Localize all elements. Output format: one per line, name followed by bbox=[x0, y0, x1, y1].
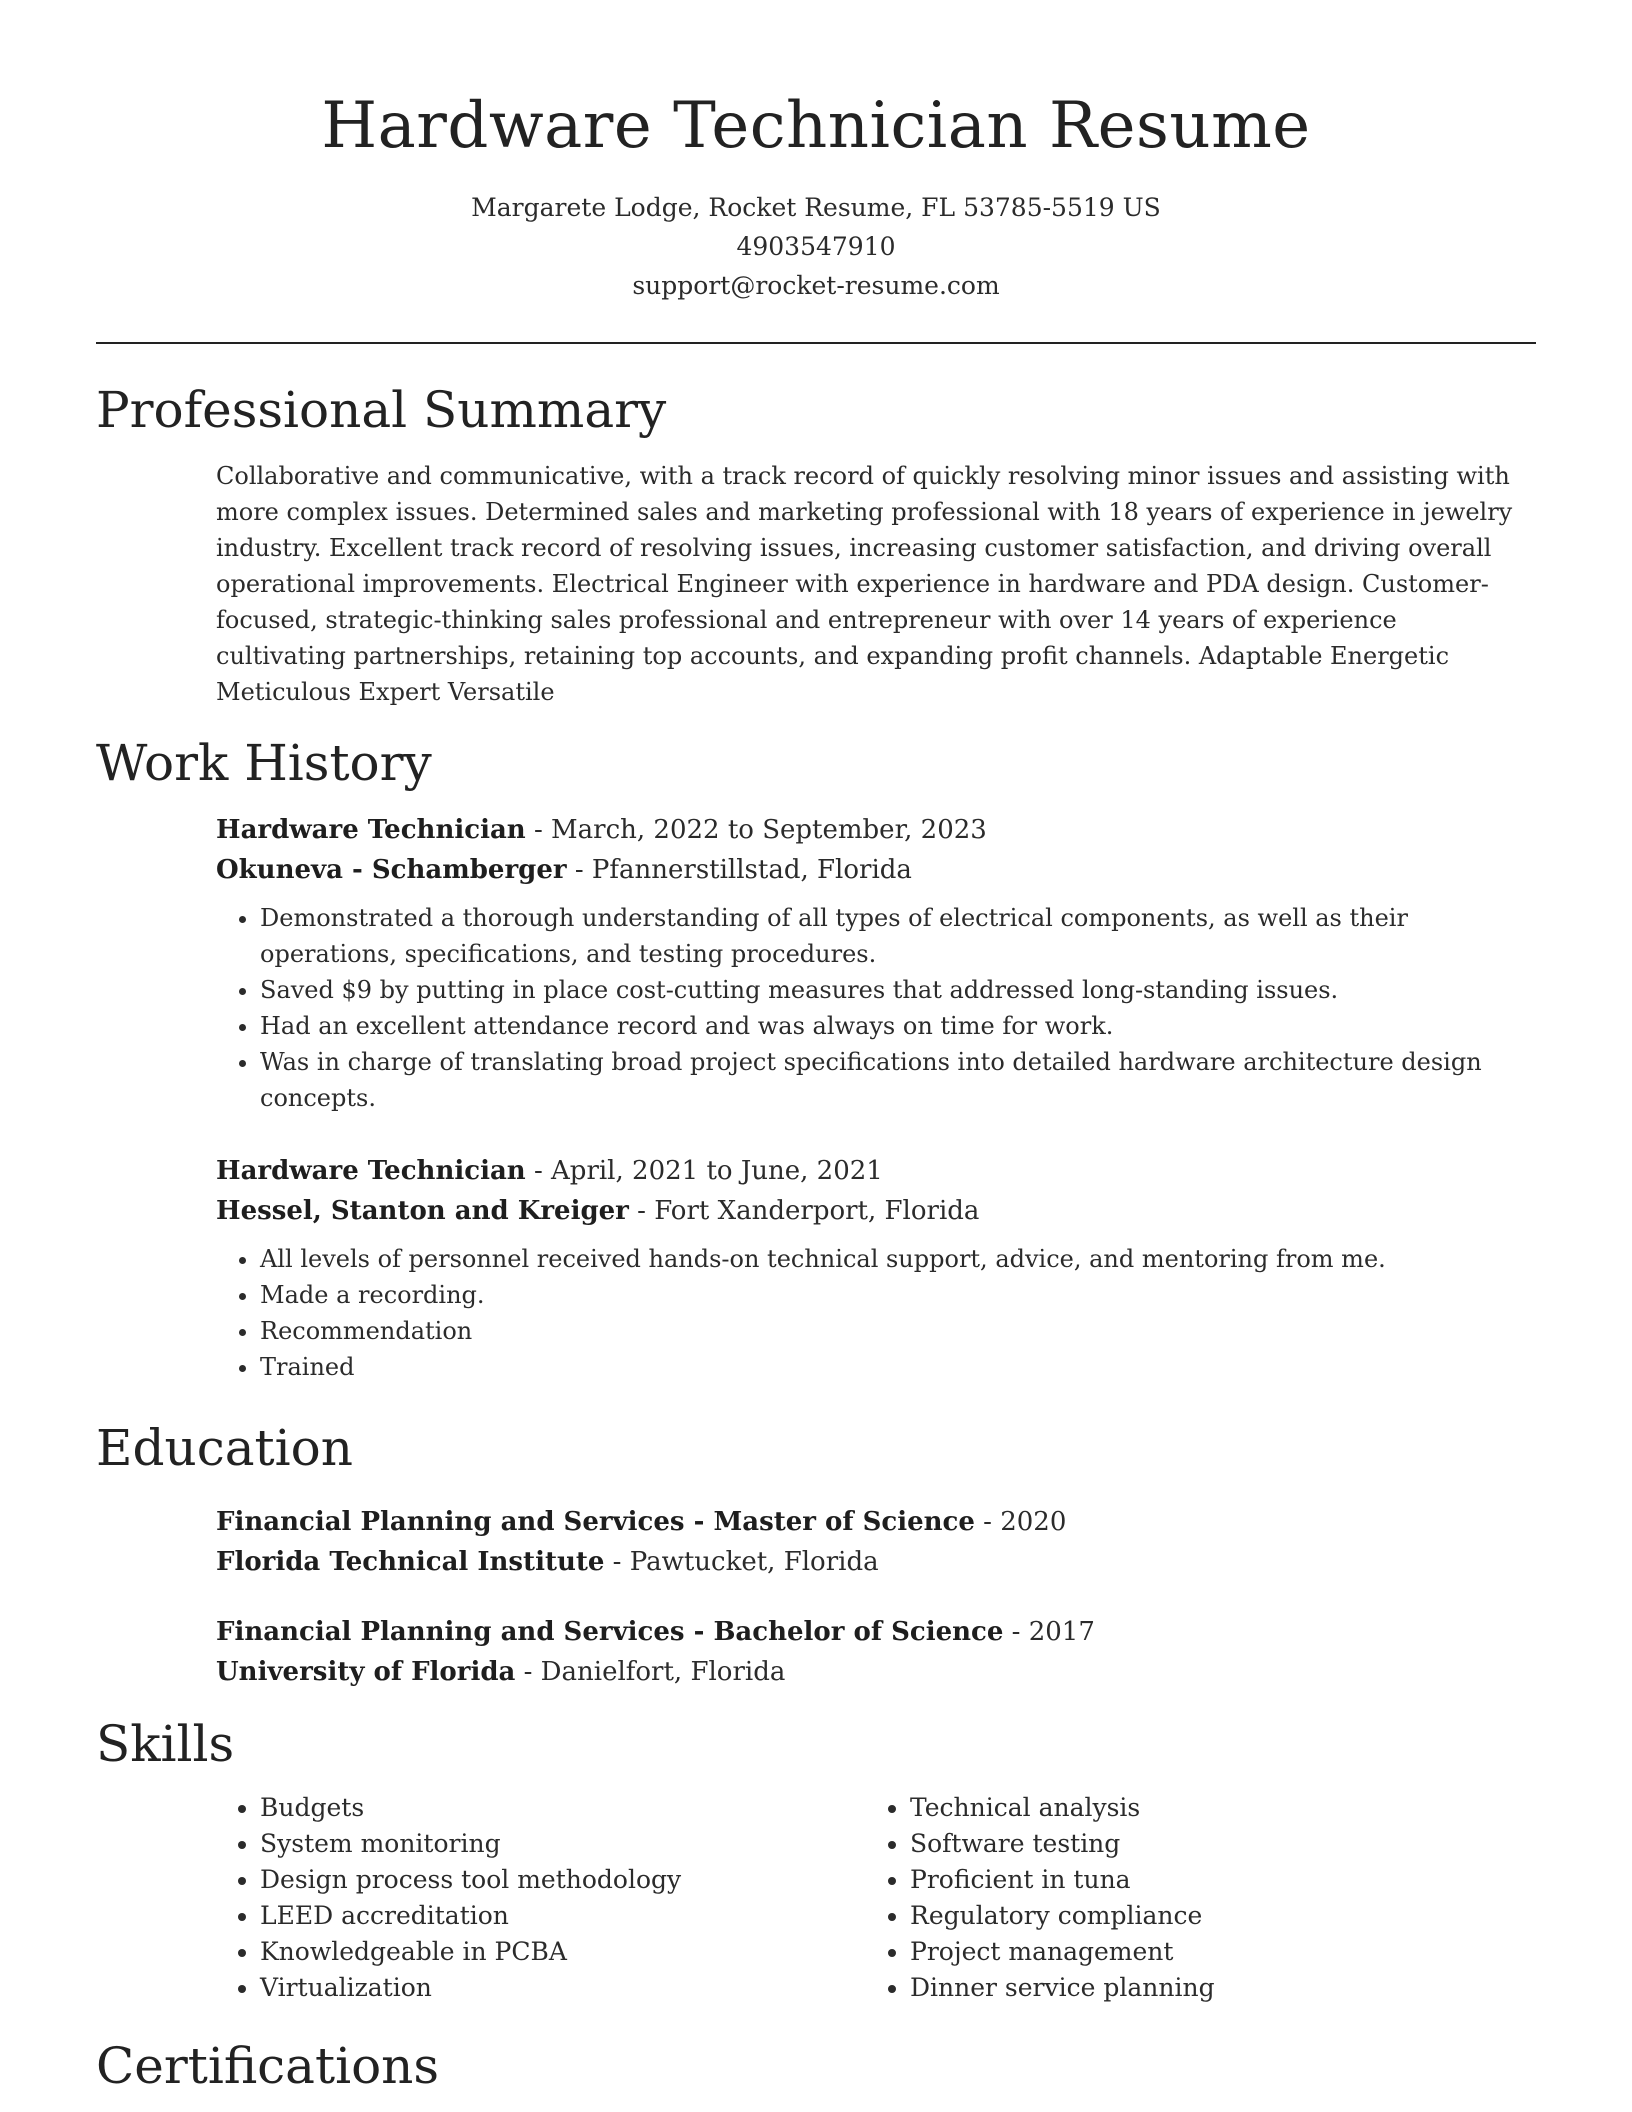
work-entry bbox=[216, 1151, 1516, 1385]
contact-phone: 4903547910 bbox=[736, 232, 896, 261]
section-title-education: Education bbox=[96, 1419, 353, 1477]
education-entry bbox=[216, 1502, 1516, 1582]
work-bullets bbox=[216, 1241, 1516, 1385]
section-title-work: Work History bbox=[96, 734, 432, 792]
skill-item: • Project management bbox=[910, 1934, 1516, 1970]
list-item: • Had an excellent attendance record and was always on time for work. bbox=[260, 1008, 1516, 1044]
contact-block bbox=[0, 188, 1632, 305]
company-location: - Pfannerstillstad, Florida bbox=[566, 855, 912, 885]
summary-text: Collaborative and communicative, with a track record of quickly resolving minor issues and assisting with more complex issues. Determined sales and marketing professional with 18 years of experience in jewelry industry. Excellent track record of resolving issues, increasing customer satisfaction, and driving overall operational improvements. Electrical Engineer with experience in hardware and PDA design. Customer-focused, strategic-thinking sales professional and entrepreneur with over 14 years of experience cultivating partnerships, retaining top accounts, and expanding profit channels. Adaptable Energetic Meticulous Expert Versatile bbox=[216, 462, 1513, 706]
skill-item: • Budgets bbox=[260, 1790, 866, 1826]
resume-title: Hardware Technician Resume bbox=[321, 89, 1311, 163]
skills-column-right bbox=[866, 1790, 1516, 2006]
skill-item: • Regulatory compliance bbox=[910, 1898, 1516, 1934]
work-entry-heading bbox=[216, 810, 1516, 850]
job-dates: - March, 2022 to September, 2023 bbox=[525, 815, 987, 845]
work-entry-company bbox=[216, 1191, 1516, 1231]
education-entry bbox=[216, 1612, 1516, 1692]
education-year: - 2020 bbox=[974, 1507, 1067, 1537]
skills-list bbox=[216, 1790, 1536, 2006]
resume-header bbox=[0, 86, 1632, 305]
header-divider bbox=[96, 342, 1536, 344]
skill-item: • Design process tool methodology bbox=[260, 1862, 866, 1898]
skill-item: • Software testing bbox=[910, 1826, 1516, 1862]
section-title-skills: Skills bbox=[96, 1715, 235, 1773]
school-location: - Pawtucket, Florida bbox=[604, 1547, 879, 1577]
skill-item: • LEED accreditation bbox=[260, 1898, 866, 1934]
list-item: • Made a recording. bbox=[260, 1277, 1516, 1313]
job-dates: - April, 2021 to June, 2021 bbox=[525, 1156, 883, 1186]
section-title-summary: Professional Summary bbox=[96, 381, 667, 439]
skills-column-left bbox=[216, 1790, 866, 2006]
company-location: - Fort Xanderport, Florida bbox=[628, 1196, 980, 1226]
education-year: - 2017 bbox=[1003, 1617, 1095, 1647]
education-heading bbox=[216, 1612, 1516, 1652]
work-bullets bbox=[216, 900, 1516, 1116]
education-degree: - Master of Science bbox=[684, 1507, 975, 1537]
education-degree: - Bachelor of Science bbox=[684, 1617, 1004, 1647]
education-school-line bbox=[216, 1542, 1516, 1582]
skill-item: • System monitoring bbox=[260, 1826, 866, 1862]
list-item: • Recommendation bbox=[260, 1313, 1516, 1349]
job-role: Hardware Technician bbox=[216, 1156, 526, 1186]
contact-address: Margarete Lodge, Rocket Resume, FL 53785-5519 US bbox=[471, 193, 1161, 222]
education-field: Financial Planning and Services bbox=[216, 1507, 685, 1537]
skill-item: • Technical analysis bbox=[910, 1790, 1516, 1826]
contact-email: support@rocket-resume.com bbox=[632, 271, 1000, 300]
work-entry-company bbox=[216, 850, 1516, 890]
school-name: University of Florida bbox=[216, 1657, 516, 1687]
list-item: • Trained bbox=[260, 1349, 1516, 1385]
work-entry bbox=[216, 810, 1516, 1116]
job-role: Hardware Technician bbox=[216, 815, 526, 845]
list-item: • Saved $9 by putting in place cost-cutting measures that addressed long-standing issues. bbox=[260, 972, 1516, 1008]
education-field: Financial Planning and Services bbox=[216, 1617, 685, 1647]
education-heading bbox=[216, 1502, 1516, 1542]
skill-item: • Proficient in tuna bbox=[910, 1862, 1516, 1898]
section-title-certifications: Certifications bbox=[96, 2037, 440, 2095]
list-item: • Demonstrated a thorough understanding of all types of electrical components, as well as their operations, specifications, and testing procedures. bbox=[260, 900, 1516, 972]
skill-item: • Virtualization bbox=[260, 1970, 866, 2006]
skill-item: • Knowledgeable in PCBA bbox=[260, 1934, 866, 1970]
work-entry-heading bbox=[216, 1151, 1516, 1191]
list-item: • Was in charge of translating broad project specifications into detailed hardware architecture design concepts. bbox=[260, 1044, 1516, 1116]
company-name: Okuneva - Schamberger bbox=[216, 855, 567, 885]
list-item: • All levels of personnel received hands-on technical support, advice, and mentoring from me. bbox=[260, 1241, 1516, 1277]
school-location: - Danielfort, Florida bbox=[515, 1657, 786, 1687]
school-name: Florida Technical Institute bbox=[216, 1547, 605, 1577]
company-name: Hessel, Stanton and Kreiger bbox=[216, 1196, 629, 1226]
skill-item: • Dinner service planning bbox=[910, 1970, 1516, 2006]
education-school-line bbox=[216, 1652, 1516, 1692]
